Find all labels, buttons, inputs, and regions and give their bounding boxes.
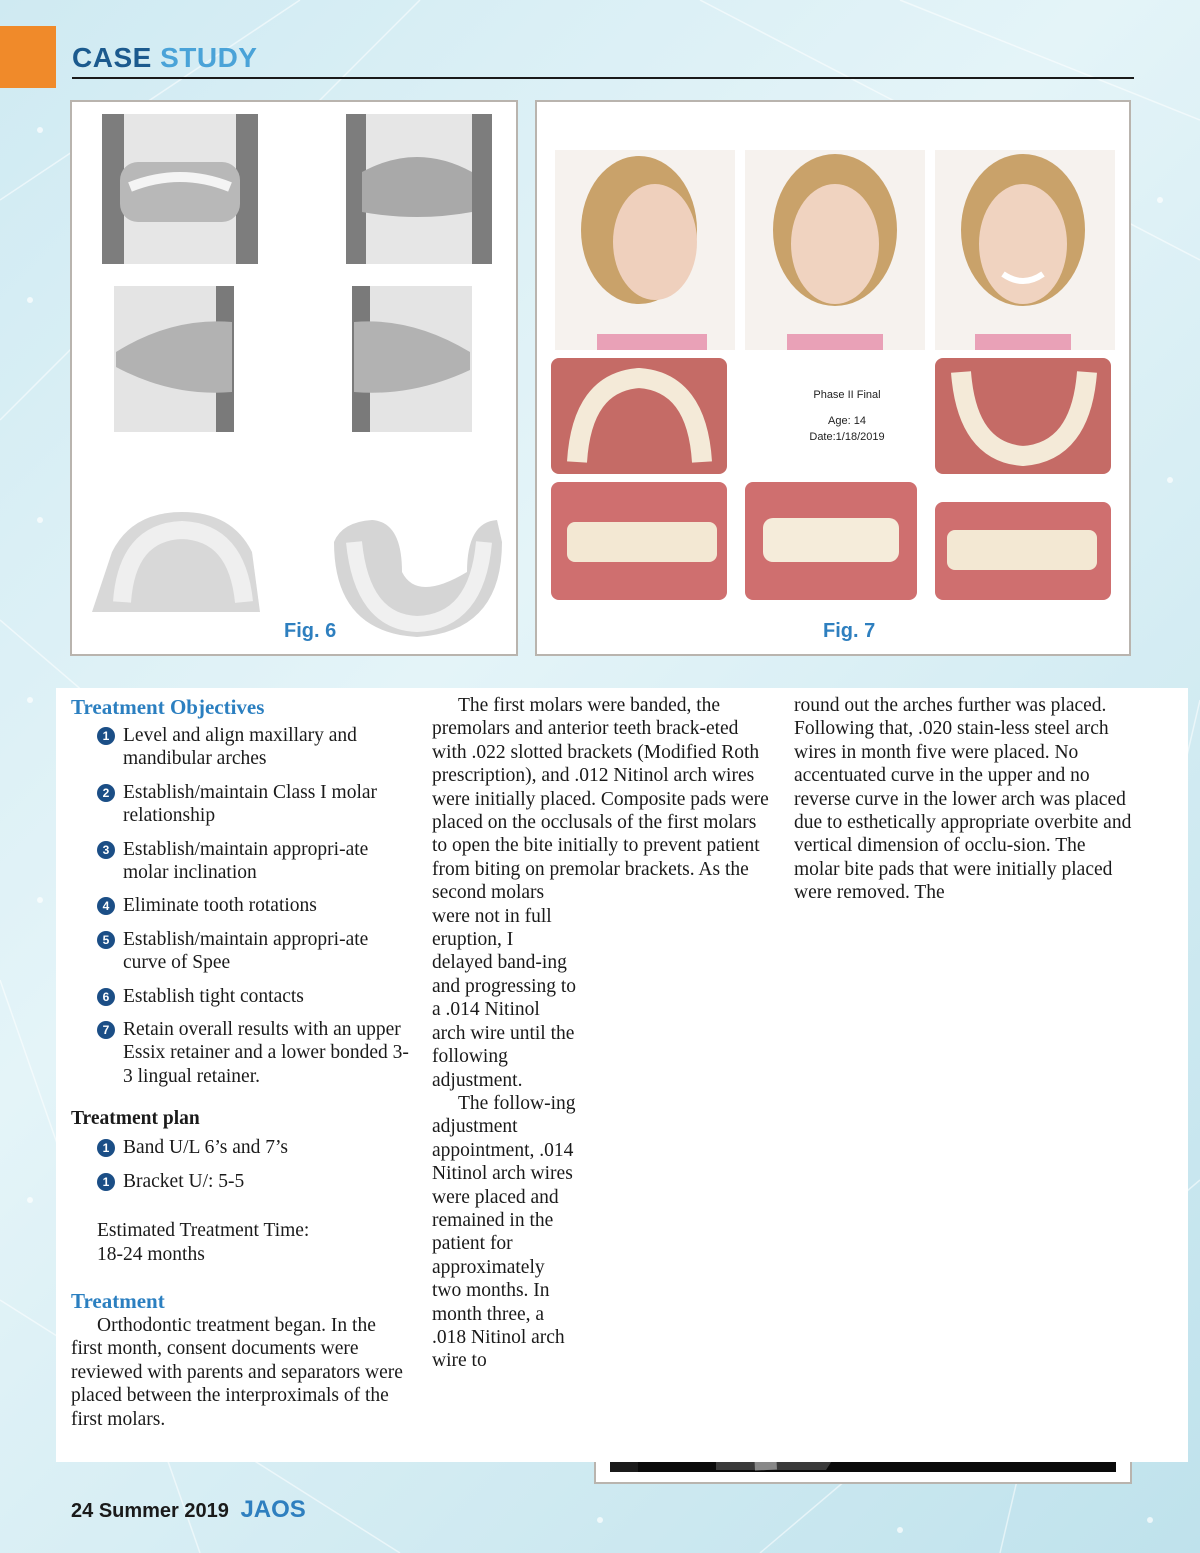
page-footer [71,1496,306,1524]
column3-paragraph: round out the arches further was placed. Following that, .020 stain-less steel arch wires in month five were placed. No accentuated curve in the upper and no reverse curve in the lower arch was placed due to esthetically appropriate overbite and vertical dimension of occlu-sion. The molar bite pads that were initially placed were removed. The [794,695,1132,904]
section-heading-word2: STUDY [160,42,258,73]
objective-item [71,928,411,975]
objective-item [71,894,411,917]
objective-text: Eliminate tooth rotations [123,895,317,917]
number-badge: 4 [97,897,115,915]
journal-name: JAOS [240,1496,306,1523]
number-badge: 7 [97,1021,115,1039]
column2-paragraph-1: The first molars were banded, the premolars and anterior teeth brack-eted with .022 slotted brackets (Modified Roth prescription), and .012 Nitinol arch wires were initially placed. Composite pads were placed on the occlusals of the first molars to open the bite initially to prevent patient from biting on premolar brackets. As the [432,695,769,880]
objectives-heading: Treatment Objectives [71,695,265,719]
dental-model-views [72,102,516,654]
objective-item [71,985,411,1008]
objectives-list [71,724,411,1088]
plan-text: Bracket U/: 5-5 [123,1170,245,1192]
objective-text: Establish/maintain appropri-ate curve of Spee [123,928,369,974]
plan-heading: Treatment plan [71,1108,200,1130]
number-badge: 1 [97,727,115,745]
article-column-2 [432,694,772,1373]
plan-item [71,1136,411,1159]
estimated-time-value: 18-24 months [97,1243,205,1265]
plan-text: Band U/L 6’s and 7’s [123,1137,289,1159]
number-badge: 1 [97,1139,115,1157]
figure-7-label: Fig. 7 [823,620,876,642]
patient-photo-grid [537,102,1129,654]
section-heading [72,42,257,74]
objective-text: Level and align maxillary and mandibular arches [123,725,357,770]
plan-list [71,1136,411,1193]
column2-paragraph-1-continued: second molars were not in full eruption, I delayed band-ing and progressing to a .014 Nitinol arch wire until the following adjustment. [432,882,577,1091]
phase-info [773,388,921,446]
issue-date: Summer 2019 [98,1500,229,1522]
objective-item [71,838,411,885]
column2-paragraph-2: The follow-ing adjustment appointment, .014 Nitinol arch wires were placed and remained in the patient for approximately two months. In month three, a .018 Nitinol arch wire to [432,1092,576,1372]
objective-item [71,724,411,771]
number-badge: 1 [97,1173,115,1191]
estimated-time [71,1219,411,1266]
phase-age: Age: 14 [828,415,866,427]
figure-6-label: Fig. 6 [284,620,337,642]
article-column-1 [71,694,411,1431]
number-badge: 2 [97,784,115,802]
objective-text: Establish/maintain appropri-ate molar inclination [123,838,369,884]
phase-date: Date:1/18/2019 [809,431,885,443]
page-number: 24 [71,1500,94,1522]
figure-7-patient-photos [535,100,1131,656]
section-heading-word1: CASE [72,42,152,73]
figure-6-dental-models [70,100,518,656]
number-badge: 3 [97,841,115,859]
article-column-3 [794,694,1134,905]
objective-text: Retain overall results with an upper Essix retainer and a lower bonded 3-3 lingual retainer. [123,1019,409,1087]
plan-item [71,1170,411,1193]
heading-rule [72,77,1134,79]
section-tab [0,26,56,88]
objective-item [71,781,411,828]
number-badge: 5 [97,931,115,949]
estimated-time-label: Estimated Treatment Time: [97,1220,310,1242]
treatment-paragraph: Orthodontic treatment began. In the first month, consent documents were reviewed with parents and separators were placed between the interproximals of the first molars. [71,1314,403,1430]
treatment-heading: Treatment [71,1288,165,1313]
number-badge: 6 [97,988,115,1006]
objective-text: Establish tight contacts [123,985,304,1007]
objective-text: Establish/maintain Class I molar relationship [123,781,378,827]
phase-title: Phase II Final [813,389,881,401]
objective-item [71,1018,411,1088]
